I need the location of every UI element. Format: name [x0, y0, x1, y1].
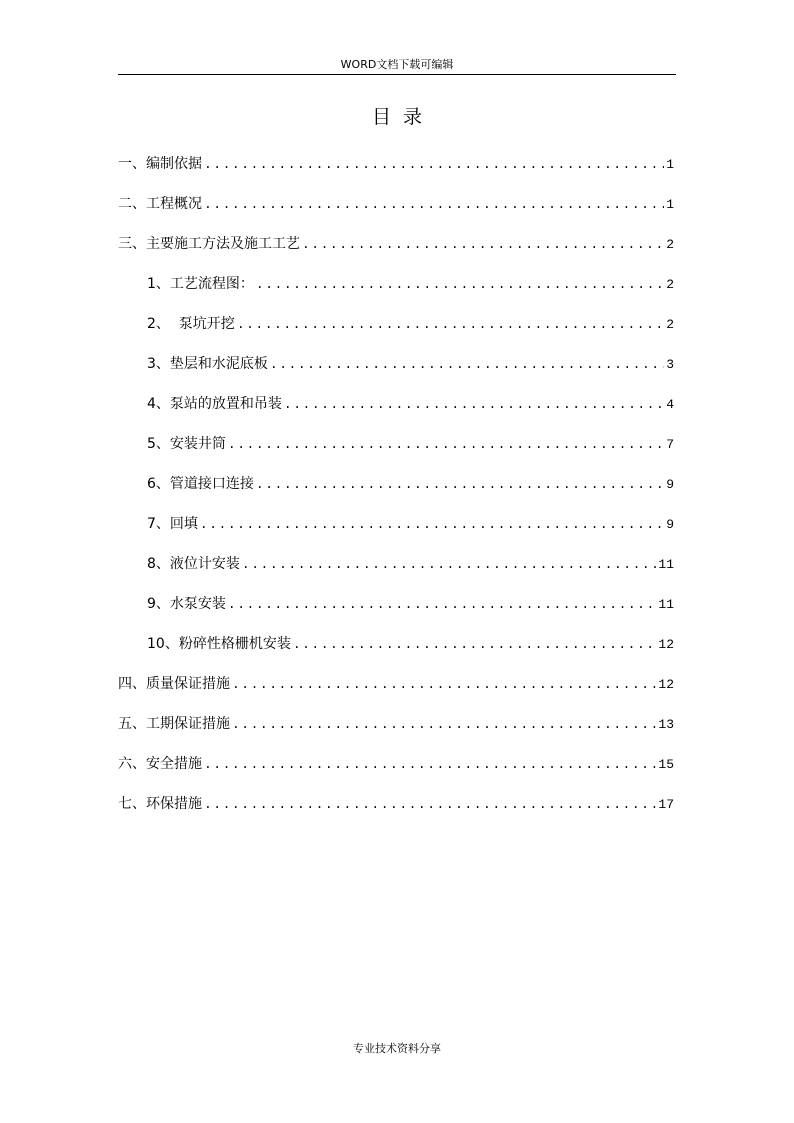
toc-entry-page: 2 — [666, 237, 674, 252]
toc-dot-leader — [228, 595, 656, 615]
toc-entry-page: 9 — [666, 477, 674, 492]
toc-dot-leader — [232, 675, 656, 695]
page-footer: 专业技术资料分享 — [353, 1042, 441, 1055]
toc-entry[interactable] — [147, 554, 674, 574]
toc-dot-leader — [232, 715, 656, 735]
toc-entry[interactable] — [118, 194, 674, 214]
toc-dot-leader — [204, 195, 664, 215]
toc-dot-leader — [270, 355, 664, 375]
toc-dot-leader — [228, 435, 664, 455]
toc-entry-page: 2 — [666, 317, 674, 332]
toc-entry-label: 四、质量保证措施 — [118, 676, 230, 692]
toc-entry-label: 4、泵站的放置和吊装 — [147, 396, 282, 412]
toc-entry[interactable] — [147, 594, 674, 614]
toc-dot-leader — [200, 515, 664, 535]
toc-entry[interactable] — [147, 514, 674, 534]
toc-entry[interactable] — [118, 234, 674, 254]
toc-entry-label: 2、 泵坑开挖 — [147, 316, 235, 332]
toc-entry[interactable] — [118, 674, 674, 694]
toc-entry-label: 5、安装井筒 — [147, 436, 226, 452]
toc-entry-label: 二、工程概况 — [118, 196, 202, 212]
toc-dot-leader — [256, 275, 664, 295]
toc-dot-leader — [293, 635, 657, 655]
toc-entry[interactable] — [147, 394, 674, 414]
toc-entry[interactable] — [147, 474, 674, 494]
toc-title: 目录 — [371, 106, 434, 128]
toc-entry-label: 一、编制依据 — [118, 156, 202, 172]
toc-entry[interactable] — [118, 794, 674, 814]
toc-entry[interactable] — [118, 754, 674, 774]
toc-entry-page: 9 — [666, 517, 674, 532]
toc-entry-page: 12 — [658, 677, 674, 692]
toc-entry-page: 15 — [658, 757, 674, 772]
toc-entry[interactable] — [118, 714, 674, 734]
toc-entry-label: 9、水泵安装 — [147, 596, 226, 612]
toc-entry[interactable] — [147, 434, 674, 454]
header-divider — [118, 74, 676, 75]
toc-dot-leader — [256, 475, 664, 495]
toc-dot-leader — [204, 795, 656, 815]
toc-entry-page: 11 — [658, 597, 674, 612]
toc-dot-leader — [284, 395, 664, 415]
toc-entry-label: 6、管道接口连接 — [147, 476, 254, 492]
toc-entry-page: 7 — [666, 437, 674, 452]
page-header: WORD文档下载可编辑 — [340, 58, 454, 71]
toc-entry-label: 三、主要施工方法及施工工艺 — [118, 236, 300, 252]
toc-entry[interactable] — [147, 354, 674, 374]
toc-entry-label: 10、粉碎性格栅机安装 — [147, 636, 291, 652]
toc-entry-page: 13 — [658, 717, 674, 732]
toc-entry-label: 1、工艺流程图： — [147, 276, 254, 292]
toc-entry-label: 七、环保措施 — [118, 796, 202, 812]
toc-entry-page: 4 — [666, 397, 674, 412]
toc-entry-page: 12 — [658, 637, 674, 652]
toc-dot-leader — [237, 315, 664, 335]
toc-entry-page: 17 — [658, 797, 674, 812]
toc-entry-label: 8、液位计安装 — [147, 556, 240, 572]
toc-entry[interactable] — [118, 154, 674, 174]
toc-entry-page: 2 — [666, 277, 674, 292]
toc-dot-leader — [302, 235, 664, 255]
toc-entry[interactable] — [147, 274, 674, 294]
toc-entry-page: 11 — [658, 557, 674, 572]
toc-entry-label: 7、回填 — [147, 516, 198, 532]
toc-entry-page: 3 — [666, 357, 674, 372]
toc-entry[interactable] — [147, 634, 674, 654]
toc-dot-leader — [204, 155, 664, 175]
toc-entry-label: 3、垫层和水泥底板 — [147, 356, 268, 372]
toc-entry-label: 五、工期保证措施 — [118, 716, 230, 732]
toc-dot-leader — [242, 555, 656, 575]
toc-entry-page: 1 — [666, 197, 674, 212]
toc-dot-leader — [204, 755, 656, 775]
toc-entry-page: 1 — [666, 157, 674, 172]
toc-entry[interactable] — [147, 314, 674, 334]
toc-entry-label: 六、安全措施 — [118, 756, 202, 772]
